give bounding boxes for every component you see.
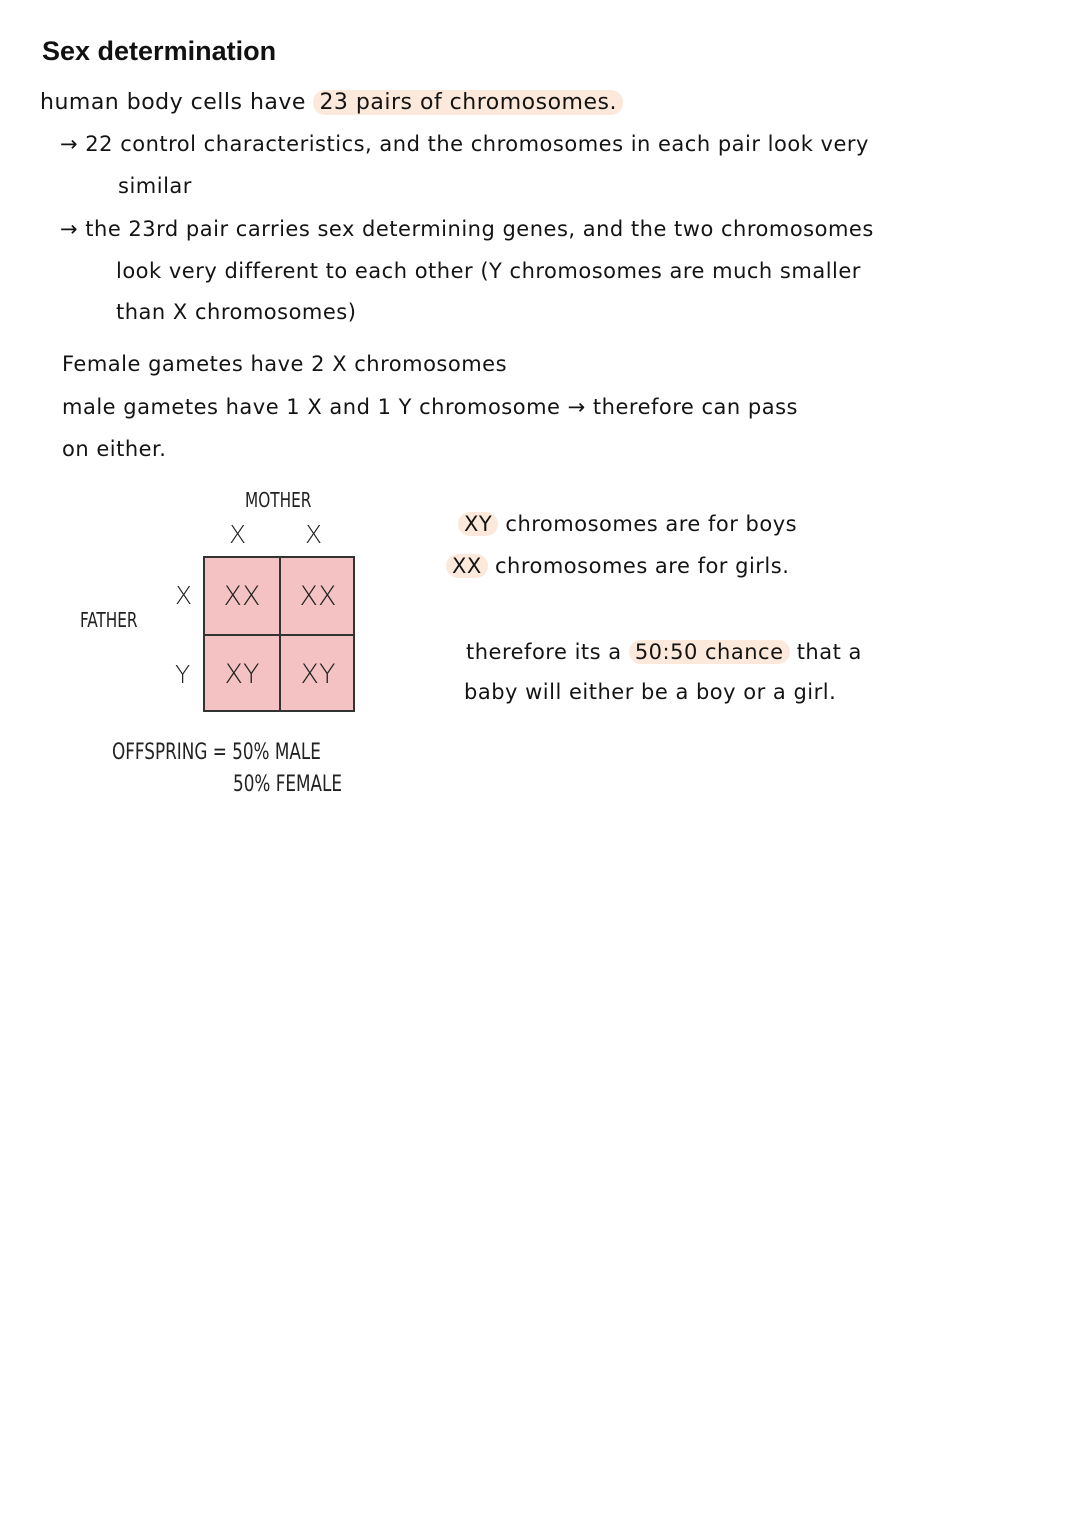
note-boys-text: chromosomes are for boys — [505, 512, 798, 536]
intro-highlight: 23 pairs of chromosomes. — [313, 90, 623, 115]
male-gametes-continuation: on either. — [62, 437, 167, 461]
note-chance-line-2: baby will either be a boy or a girl. — [464, 680, 837, 704]
bullet-2-text: the 23rd pair carries sex determining genes, and the two chromosomes — [85, 217, 874, 241]
bullet-2-line-3: than X chromosomes) — [116, 300, 357, 324]
bullet-1-line-2: similar — [118, 174, 192, 198]
bullet-1-text: 22 control characteristics, and the chromosomes in each pair look very — [85, 132, 869, 156]
father-allele-2: Y — [175, 660, 191, 689]
note-chance-line-1 — [466, 640, 862, 664]
punnett-cell: XX — [299, 580, 337, 612]
note-boys — [458, 512, 797, 536]
offspring-line-2: 50% FEMALE — [233, 772, 343, 797]
note-chance-prefix: therefore its a — [466, 640, 622, 664]
offspring-label: OFFSPRING = — [112, 740, 227, 765]
male-gametes-line — [62, 395, 798, 419]
mother-label: MOTHER — [245, 488, 312, 512]
mother-allele-1: X — [229, 520, 247, 549]
intro-line — [40, 90, 623, 115]
bullet-2-line-1 — [60, 217, 874, 241]
punnett-square — [203, 556, 355, 712]
punnett-cell: XY — [224, 658, 260, 690]
father-label: FATHER — [80, 608, 138, 632]
intro-prefix: human body cells have — [40, 90, 306, 115]
punnett-cell: XY — [300, 658, 336, 690]
note-girls-text: chromosomes are for girls. — [494, 554, 790, 578]
note-girls-highlight: XX — [446, 554, 488, 578]
arrow-right-icon: → — [60, 217, 79, 241]
bullet-2-line-2: look very different to each other (Y chromosomes are much smaller — [116, 259, 861, 283]
mother-allele-2: X — [305, 520, 323, 549]
note-girls — [446, 554, 789, 578]
note-chance-highlight: 50:50 chance — [629, 640, 790, 664]
note-boys-highlight: XY — [458, 512, 498, 536]
arrow-right-icon: → — [60, 132, 79, 156]
offspring-line-1 — [112, 740, 321, 765]
page-title: Sex determination — [42, 36, 277, 66]
male-gametes-arrow-text: → therefore can pass — [567, 395, 798, 419]
father-allele-1: X — [175, 581, 193, 610]
punnett-cell: XX — [223, 580, 261, 612]
bullet-1-line-1 — [60, 132, 869, 156]
note-chance-suffix: that a — [796, 640, 862, 664]
female-gametes-line: Female gametes have 2 X chromosomes — [62, 352, 508, 376]
offspring-male: 50% MALE — [232, 740, 321, 765]
male-gametes-text: male gametes have 1 X and 1 Y chromosome — [62, 395, 561, 419]
